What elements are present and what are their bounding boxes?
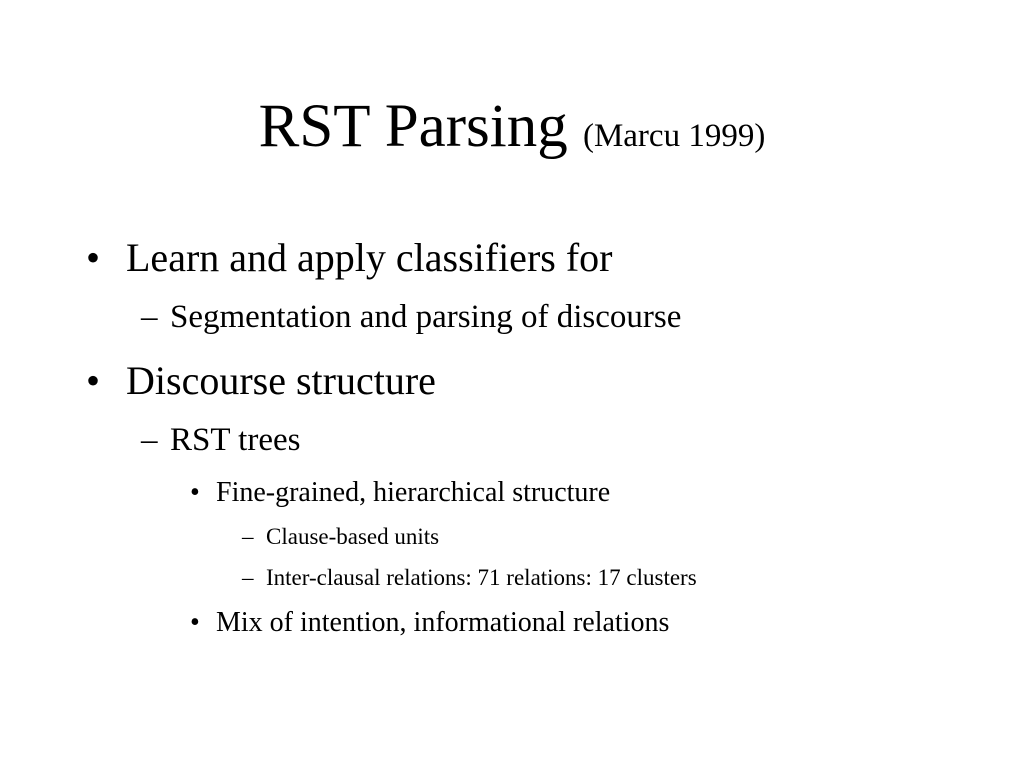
- slide-title: [0, 93, 1024, 160]
- bullet-item-level2: RST trees: [170, 422, 301, 458]
- title-text: RST Parsing: [258, 93, 583, 160]
- dash-marker: –: [141, 299, 158, 335]
- bullet-item-level2: Segmentation and parsing of discourse: [170, 299, 682, 335]
- bullet-item-level1: Discourse structure: [126, 358, 436, 403]
- bullet-item-level1: Learn and apply classifiers for: [126, 235, 613, 280]
- bullet-marker: •: [86, 358, 101, 403]
- bullet-item-level4: Clause-based units: [266, 524, 440, 549]
- bullet-marker: •: [190, 477, 200, 508]
- bullet-marker: •: [86, 235, 101, 280]
- bullet-item-level3: Fine-grained, hierarchical structure: [216, 477, 611, 508]
- bullet-item-level4: Inter-clausal relations: 71 relations: 17 clusters: [266, 565, 697, 590]
- bullet-item-level3: Mix of intention, informational relations: [216, 607, 670, 638]
- bullet-marker: •: [190, 607, 200, 638]
- dash-marker: –: [242, 565, 254, 590]
- dash-marker: –: [242, 524, 254, 549]
- dash-marker: –: [141, 422, 158, 458]
- title-citation: (Marcu 1999): [582, 118, 766, 154]
